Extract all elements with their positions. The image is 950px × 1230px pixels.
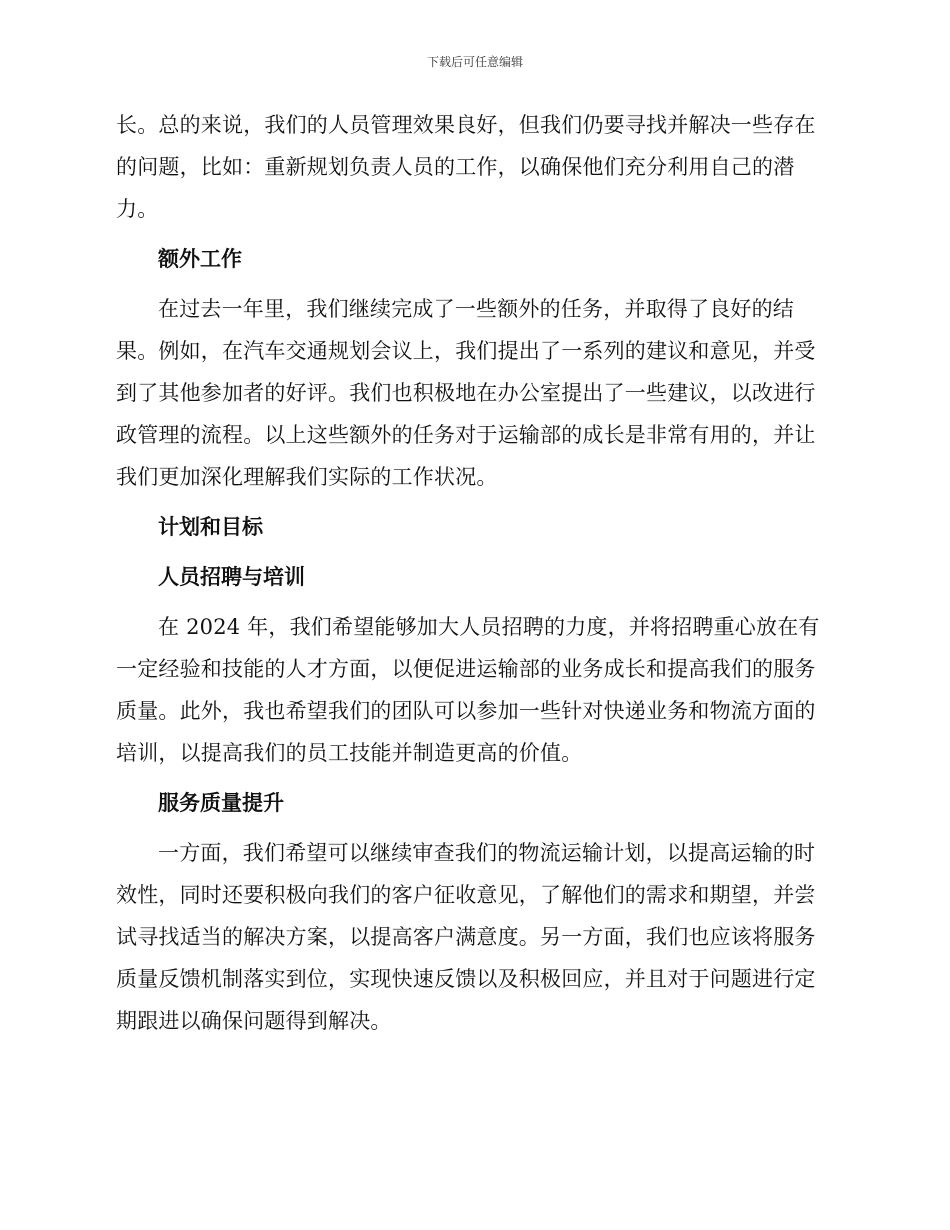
paragraph-personnel-summary: 长。总的来说，我们的人员管理效果良好，但我们仍要寻找并解决一些存在的问题，比如：重新规划负责人员的工作，以确保他们充分利用自己的潜力。 (116, 113, 816, 221)
heading-service-quality: 服务质量提升 (158, 790, 284, 815)
heading-recruitment-training: 人员招聘与培训 (158, 564, 305, 589)
paragraph-recruitment-training: 在 2024 年，我们希望能够加大人员招聘的力度，并将招聘重心放在有一定经验和技能的人才方面，以便促进运输部的业务成长和提高我们的服务质量。此外，我也希望我们的团队可以参加一些针对快递业务和物流方面的培训，以提高我们的员工技能并制造更高的价值。 (116, 615, 820, 765)
heading-extra-work: 额外工作 (158, 246, 242, 271)
paragraph-extra-work: 在过去一年里，我们继续完成了一些额外的任务，并取得了良好的结果。例如，在汽车交通规划会议上，我们提出了一系列的建议和意见，并受到了其他参加者的好评。我们也积极地在办公室提出了一些建议，以改进行政管理的流程。以上这些额外的任务对于运输部的成长是非常有用的，并让我们更加深化理解我们实际的工作状况。 (116, 297, 816, 489)
document-body (116, 104, 836, 1050)
heading-plans-goals: 计划和目标 (158, 514, 263, 539)
paragraph-service-quality: 一方面，我们希望可以继续审查我们的物流运输计划，以提高运输的时效性，同时还要积极向我们的客户征收意见，了解他们的需求和期望，并尝试寻找适当的解决方案，以提高客户满意度。另一方面，我们也应该将服务质量反馈机制落实到位，实现快速反馈以及积极回应，并且对于问题进行定期跟进以确保问题得到解决。 (116, 841, 816, 1033)
page-header: 下载后可任意编辑 (426, 55, 523, 69)
